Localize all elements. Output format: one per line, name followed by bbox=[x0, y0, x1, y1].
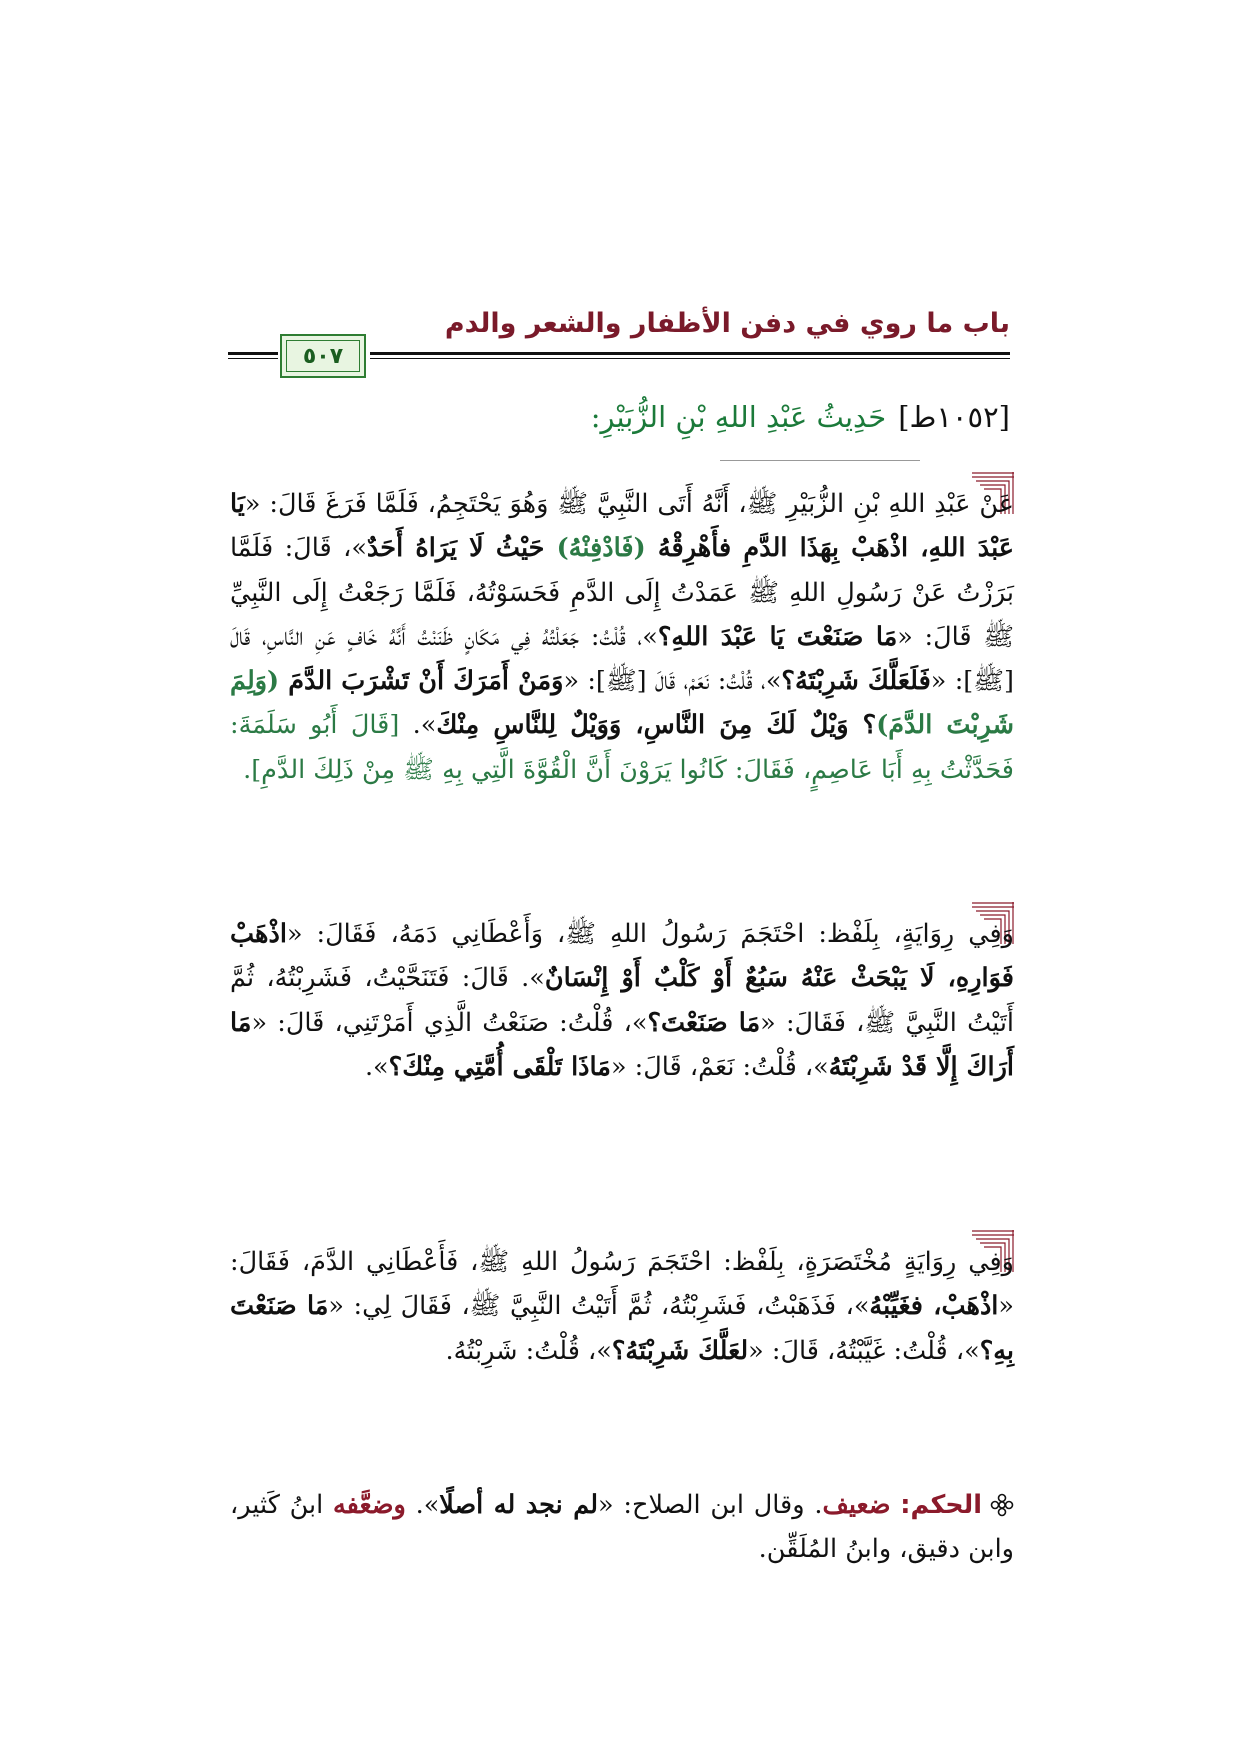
text-run: وَفِي رِوَايَةٍ، بِلَفْظ: احْتَجَمَ رَسُولُ اللهِ ﷺ، وَأَعْطَانِي دَمَهُ، فَقَالَ: « bbox=[286, 919, 1014, 949]
variant-wording: (وَلِمَ شَرِبْتَ الدَّمَ) bbox=[230, 666, 1014, 741]
header-rule-thin bbox=[370, 358, 1010, 359]
text-run: ابنُ كَثير، وابن دقيق، وابنُ المُلَقِّن. bbox=[230, 1490, 1014, 1564]
hadith-number: [١٠٥٢ط] bbox=[898, 400, 1010, 434]
text-run: »، قُلْتُ: صَنَعْتُ الَّذِي أَمَرْتَنِي، قَالَ: « bbox=[251, 1007, 648, 1038]
text-run: عَنْ عَبْدِ اللهِ بْنِ الزُّبَيْرِ ﷺ، أَنَّهُ أَتَى النَّبِيَّ ﷺ وَهُوَ يَحْتَجِمُ، فَلَمَّا فَرَغَ قَالَ: « bbox=[244, 489, 1014, 519]
prophet-quote: مَاذَا تَلْقَى أُمَّتِي مِنْكَ؟ bbox=[388, 1051, 611, 1082]
text-run: وَفِي رِوَايَةٍ مُخْتَصَرَةٍ، بِلَفْظ: احْتَجَمَ رَسُولُ اللهِ ﷺ، فَأَعْطَانِي الدَّمَ، فَقَالَ: « bbox=[230, 1247, 1015, 1322]
prophet-quote: مَا أَرَاكَ إِلَّا قَدْ شَرِبْتَهُ bbox=[230, 1007, 1014, 1082]
page-number: ٥٠٧ bbox=[302, 343, 344, 369]
prophet-quote: يَا عَبْدَ اللهِ، اذْهَبْ بِهَذَا الدَّمِ فأَهْرِقْهُ bbox=[230, 489, 1014, 564]
title-underline bbox=[720, 460, 920, 461]
ruling-quote: لم نجد له أصلًا bbox=[439, 1490, 599, 1520]
text-run: ». bbox=[399, 710, 437, 741]
prophet-quote: مَا صَنَعْتَ يَا عَبْدَ اللهِ؟ bbox=[657, 621, 898, 652]
flower-ornament-icon bbox=[990, 1487, 1014, 1511]
text-run: »، قُلْتُ: نَعَمْ، قَالَ [ﷺ]: « bbox=[563, 666, 782, 697]
text-run: »، قَالَ: فَلَمَّا بَرَزْتُ عَنْ رَسُولِ اللهِ ﷺ عَمَدْتُ إِلَى الدَّمِ فَحَسَوْتُهُ، فَلَمَّا رَجَعْتُ إِلَى النَّبِيِّ ﷺ قَالَ: « bbox=[230, 533, 1015, 652]
text-run: »، قُلْتُ: نَعَمْ، قَالَ: « bbox=[610, 1051, 829, 1082]
text-run: . وقال ابن الصلاح: « bbox=[598, 1490, 823, 1520]
hadith-paragraph-1 bbox=[230, 482, 1014, 792]
prophet-quote: حَيْثُ لَا يَرَاهُ أَحَدٌ bbox=[366, 533, 545, 564]
hadith-heading bbox=[300, 400, 1010, 434]
text-run: »، قُلْتُ: شَرِبْتُهُ. bbox=[445, 1335, 612, 1366]
text-run: »، قُلْتُ: جَعَلْتُهُ فِي مَكَانٍ ظَنَنْتُ أَنَّهُ خَافٍ عَنِ النَّاسِ، قَالَ [ﷺ]: « bbox=[230, 621, 1014, 697]
hadith-paragraph-3 bbox=[230, 1240, 1014, 1373]
prophet-quote: وَمَنْ أَمَرَكَ أَنْ تَشْرَبَ الدَّمَ bbox=[288, 666, 564, 697]
prophet-quote: مَا صَنَعْتَ؟ bbox=[647, 1007, 761, 1038]
hadith-title: حَدِيثُ عَبْدِ اللهِ بْنِ الزُّبَيْرِ: bbox=[590, 400, 887, 434]
prophet-quote: مَا صَنَعْتَ بِهِ؟ bbox=[230, 1291, 1014, 1366]
prophet-quote: فَلَعَلَّكَ شَرِبْتَهُ؟ bbox=[781, 666, 931, 697]
header-rule-left bbox=[228, 352, 278, 355]
prophet-quote: ؟ وَيْلٌ لَكَ مِنَ النَّاسِ، وَوَيْلٌ لِلنَّاسِ مِنْكَ bbox=[436, 710, 877, 741]
prophet-quote: لعَلَّكَ شَرِبْتَهُ؟ bbox=[611, 1335, 749, 1366]
text-run: ». bbox=[364, 1051, 389, 1082]
text-run: ». bbox=[405, 1490, 440, 1520]
weak-label: وضعَّفه bbox=[332, 1490, 406, 1520]
narrator-addition: [قَالَ أَبُو سَلَمَةَ: فَحَدَّثْتُ بِهِ أَبَا عَاصِمٍ، فَقَالَ: كَانُوا يَرَوْنَ أَنَّ الْقُوَّةَ الَّتِي بِهِ ﷺ مِنْ ذَلِكَ الدَّمِ]. bbox=[230, 710, 1014, 785]
text-run: ». قَالَ: فَتَنَحَّيْتُ، فَشَرِبْتُهُ، ثُمَّ أَتَيْتُ النَّبِيَّ ﷺ، فَقَالَ: « bbox=[230, 963, 1015, 1038]
text-run: »، قُلْتُ: غَيَّبْتُهُ، قَالَ: « bbox=[748, 1335, 980, 1366]
ruling-paragraph bbox=[230, 1483, 1014, 1571]
ruling-grade: ضعيف bbox=[822, 1490, 891, 1520]
running-head-title: باب ما روي في دفن الأظفار والشعر والدم bbox=[444, 308, 1010, 339]
page-number-frame bbox=[280, 334, 366, 378]
header-rule-left-thin bbox=[228, 358, 278, 359]
hadith-paragraph-2 bbox=[230, 912, 1014, 1089]
prophet-quote: اذْهَبْ، فغَيِّبْهُ bbox=[869, 1291, 999, 1322]
prophet-quote: اذْهَبْ فَوَارِهِ، لَا يَبْحَثْ عَنْهُ سَبُعٌ أَوْ كَلْبٌ أَوْ إِنْسَانٌ bbox=[230, 919, 1014, 994]
variant-wording: (فَادْفِنْهُ) bbox=[544, 533, 658, 564]
ruling-label: الحكم: bbox=[900, 1490, 982, 1520]
text-run: »، فَذَهَبْتُ، فَشَرِبْتُهُ، ثُمَّ أَتَيْتُ النَّبِيَّ ﷺ، فَقَالَ لِي: « bbox=[328, 1291, 870, 1322]
header-rule bbox=[370, 352, 1010, 355]
